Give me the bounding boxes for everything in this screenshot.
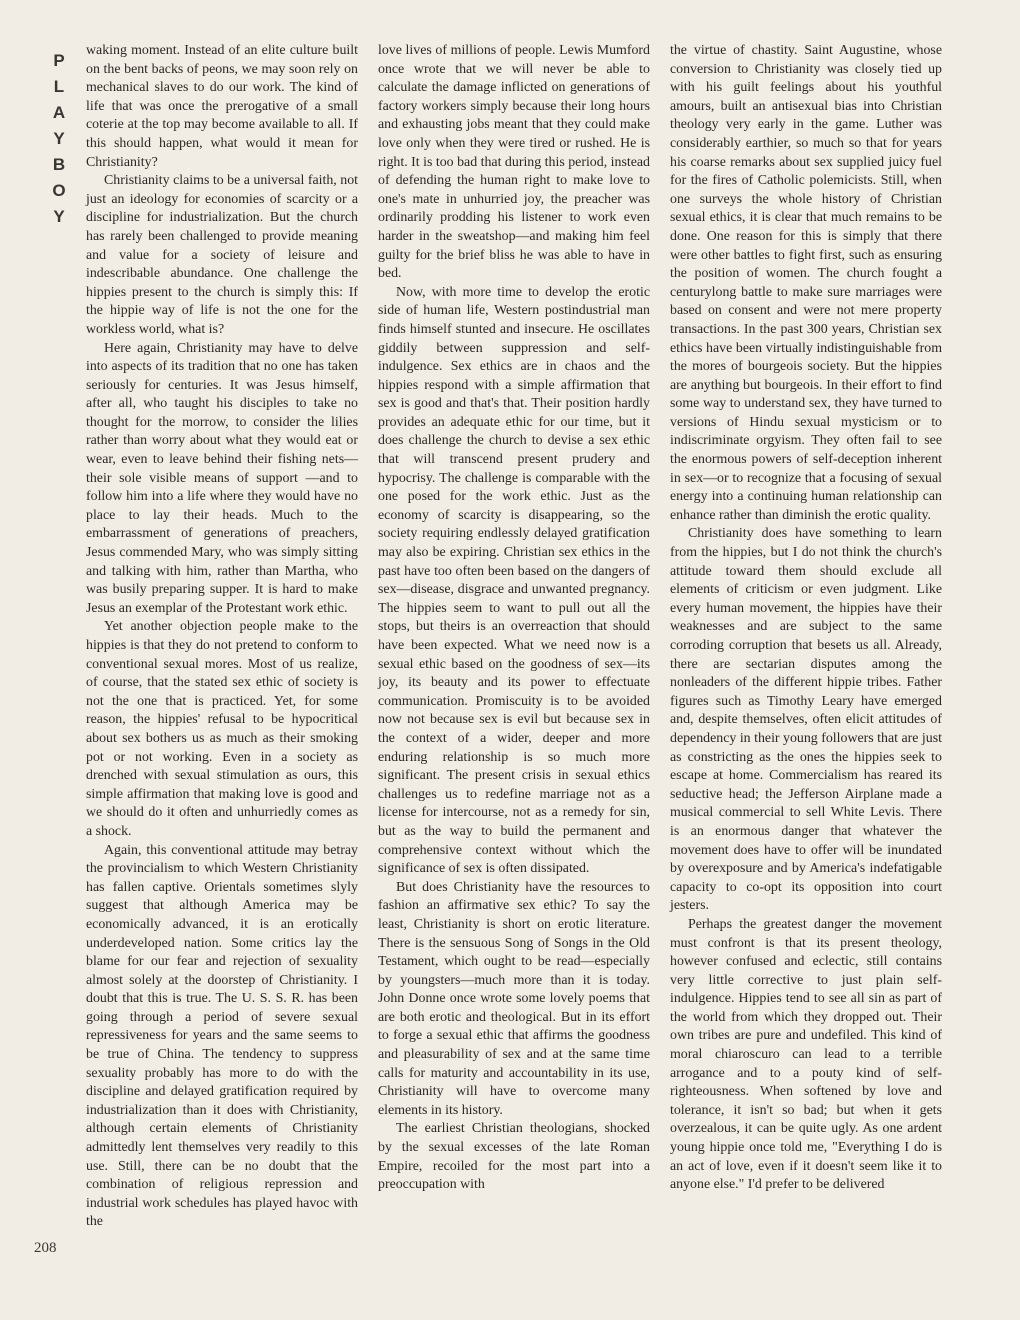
masthead-letter: O xyxy=(52,181,66,200)
paragraph: Yet another objection people make to the hippies is that they do not pretend to conform to conventional sexual mores. Most of us realize, of course, that the stated sex ethic of society is not the one that is practiced. Yet, for some reason, the hippies' refusal to be hypocritical about sex bothers us as much as their smoking pot or not working. Even in a society as drenched with sexual stimulation as ours, this simple affirmation that making love is good and we should do it often and unhurriedly comes as a shock. xyxy=(86,619,358,839)
paragraph: Christianity does have something to learn from the hippies, but I do not think the church's attitude toward them should exclude all elements of criticism or even judgment. Like every human movement, the hippies have their weaknesses and are subject to the same corroding corruption that besets us all. Already, there are sectarian disputes among the nonleaders of the different hippie tribes. Father figures such as Timothy Leary have emerged and, despite themselves, often elicit attitudes of dependency in their young followers that are just as constricting as the ones the hippies seek to escape at home. Commercialism has reared its seductive head; the Jefferson Airplane made a musical commercial to sell White Levis. There is an enormous danger that whatever the movement does have to offer will be inundated by overexposure and by America's indefatigable capacity to co-opt its opposition into court jesters. xyxy=(670,526,942,914)
masthead-letter: Y xyxy=(53,129,65,148)
paragraph: waking moment. Instead of an elite culture built on the bent backs of peons, we may soon rely on mechanical slaves to do our work. The kind of life that was once the prerogative of a small coterie at the top may become available to all. If this should happen, what would it mean for Christianity? xyxy=(86,43,358,170)
paragraph: Here again, Christianity may have to delve into aspects of its tradition that no one has taken seriously for centuries. It was Jesus himself, after all, who taught his disciples to take no thought for the morrow, to consider the lilies rather than worry about what they would eat or wear, even to leave behind their fishing nets—their sole visible means of support —and to follow him into a life where they would have no place to lay their heads. Much to the embarrassment of generations of preachers, Jesus commended Mary, who was simply sitting and talking with him, rather than Martha, who was busily preparing supper. It is hard to make Jesus an exemplar of the Protestant work ethic. xyxy=(86,340,358,616)
paragraph: Now, with more time to develop the erotic side of human life, Western postindustrial man finds himself stunted and insecure. He oscillates giddily between suppression and self-indulgence. Sex ethics are in chaos and the hippies respond with a simple affirmation that sex is good and that's that. Their position hardly provides an adequate ethic for our time, but it does challenge the church to devise a sex ethic that will transcend present prudery and hypocrisy. The challenge is comparable with the one posed for the work ethic. Just as the economy of scarcity is disappearing, so the society requiring endlessly delayed gratification may also be expiring. Christian sex ethics in the past have too often been based on the dangers of sex—disease, disgrace and unwanted pregnancy. The hippies seem to want to pull out all the stops, but theirs is an overreaction that should have been expected. What we need now is a sexual ethic based on the goodness of sex—its joy, its beauty and its power to effectuate communication. Promiscuity is to be avoided now not because sex is evil but because sex in the context of a wider, deeper and more enduring relationship is so much more significant. The present crisis in sexual ethics challenges us to redefine marriage not as a license for intercourse, not as a remedy for sin, but as the way to build the permanent and comprehensive context without which the significance of sex is often dissipated. xyxy=(378,284,650,877)
paragraph: Christianity claims to be a universal faith, not just an ideology for economies of scarcity or a discipline for industrialization. But the church has rarely been challenged to provide meaning and value for a society of leisure and indescribable abundance. One challenge the hippies present to the church is simply this: If the hippie way of life is not the one for the workless world, what is? xyxy=(86,173,358,337)
paragraph: the virtue of chastity. Saint Augustine, whose conversion to Christianity was closely tied up with his guilt feelings about his youthful amours, built an antisexual bias into Christian theology very early in the game. Luther was considerably earthier, so much so that for years his coarse remarks about sex supplied juicy fuel for the fires of Catholic polemicists. Still, when one surveys the whole history of Christian sexual ethics, it is clear that much remains to be done. One reason for this is simply that there were other battles to fight first, such as ensuring the position of women. The church fought a centurylong battle to make sure marriages were based on consent and were not mere property transactions. In the past 300 years, Christian sex ethics have been virtually indistinguishable from the mores of bourgeois society. But the hippies are anything but bourgeois. In their effort to find some way to understand sex, they have turned to versions of Hindu sexual mysticism or to indiscriminate orgyism. They often fail to see the enormous powers of self-deception inherent in sex—or to recognize that a focusing of sexual energy into a continuing human relationship can enhance rather than diminish the erotic quality. xyxy=(670,43,942,523)
masthead-letter: Y xyxy=(53,207,65,226)
text-column-1 xyxy=(86,42,358,1232)
text-column-3 xyxy=(670,42,942,1195)
paragraph: But does Christianity have the resources to fashion an affirmative sex ethic? To say the least, Christianity is short on erotic literature. There is the sensuous Song of Songs in the Old Testament, which ought to be read—especially by youngsters—much more than it is today. John Donne once wrote some lovely poems that are both erotic and theological. But in its effort to forge a sexual ethic that affirms the goodness and pleasurability of sex and at the same time calls for maturity and accountability in its use, Christianity will have to overcome many elements in its history. xyxy=(378,879,650,1118)
paragraph: The earliest Christian theologians, shocked by the sexual excesses of the late Roman Empire, recoiled for the most part into a preoccupation with xyxy=(378,1121,650,1193)
masthead-letter: A xyxy=(52,103,66,122)
masthead-letter: L xyxy=(53,77,65,96)
masthead-letter: P xyxy=(53,51,65,70)
paragraph: love lives of millions of people. Lewis Mumford once wrote that we will never be able to calculate the damage inflicted on generations of factory workers simply because their long hours and exhausting jobs meant that they could make love only when they were tired or rushed. He is right. It is too bad that during this period, instead of defending the human right to make love to one's mate in unhurried joy, the preacher was ordinarily prodding his listener to work even harder in the sweatshop—and making him feel guilty for the brief bliss he was able to have in bed. xyxy=(378,43,650,282)
page-number: 208 xyxy=(34,1240,57,1256)
paragraph: Perhaps the greatest danger the movement must confront is that its present theology, however confused and eclectic, still contains very little corrective to just plain self-indulgence. Hippies tend to see all sin as part of the world from which they dropped out. Their own tribes are pure and undefiled. This kind of moral chiaroscuro can lead to a terrible arrogance and to a pouty kind of self-righteousness. When softened by love and tolerance, it isn't so bad; but when it gets overzealous, it can be quite ugly. As one ardent young hippie once told me, "Everything I do is an act of love, even if it doesn't seem like it to anyone else." I'd prefer to be delivered xyxy=(670,916,942,1193)
masthead-vertical xyxy=(48,48,70,230)
paragraph: Again, this conventional attitude may betray the provincialism to which Western Christianity has fallen captive. Orientals sometimes slyly suggest that although America may be economically advanced, it is an erotically underdeveloped nation. Some critics lay the blame for our fear and rejection of sexuality almost solely at the doorstep of Christianity. I doubt that this is true. The U. S. S. R. has been going through a period of severe sexual repressiveness for years and the same seems to be true of China. The tendency to suppress sexuality probably has more to do with the discipline and delayed gratification required by industrialization than it does with Christianity, although certain elements of Christianity admittedly lent themselves very readily to this use. Still, there can be no doubt that the combination of religious repression and industrial work schedules has played havoc with the xyxy=(86,842,358,1230)
text-column-2 xyxy=(378,42,650,1195)
masthead-letter: B xyxy=(52,155,66,174)
